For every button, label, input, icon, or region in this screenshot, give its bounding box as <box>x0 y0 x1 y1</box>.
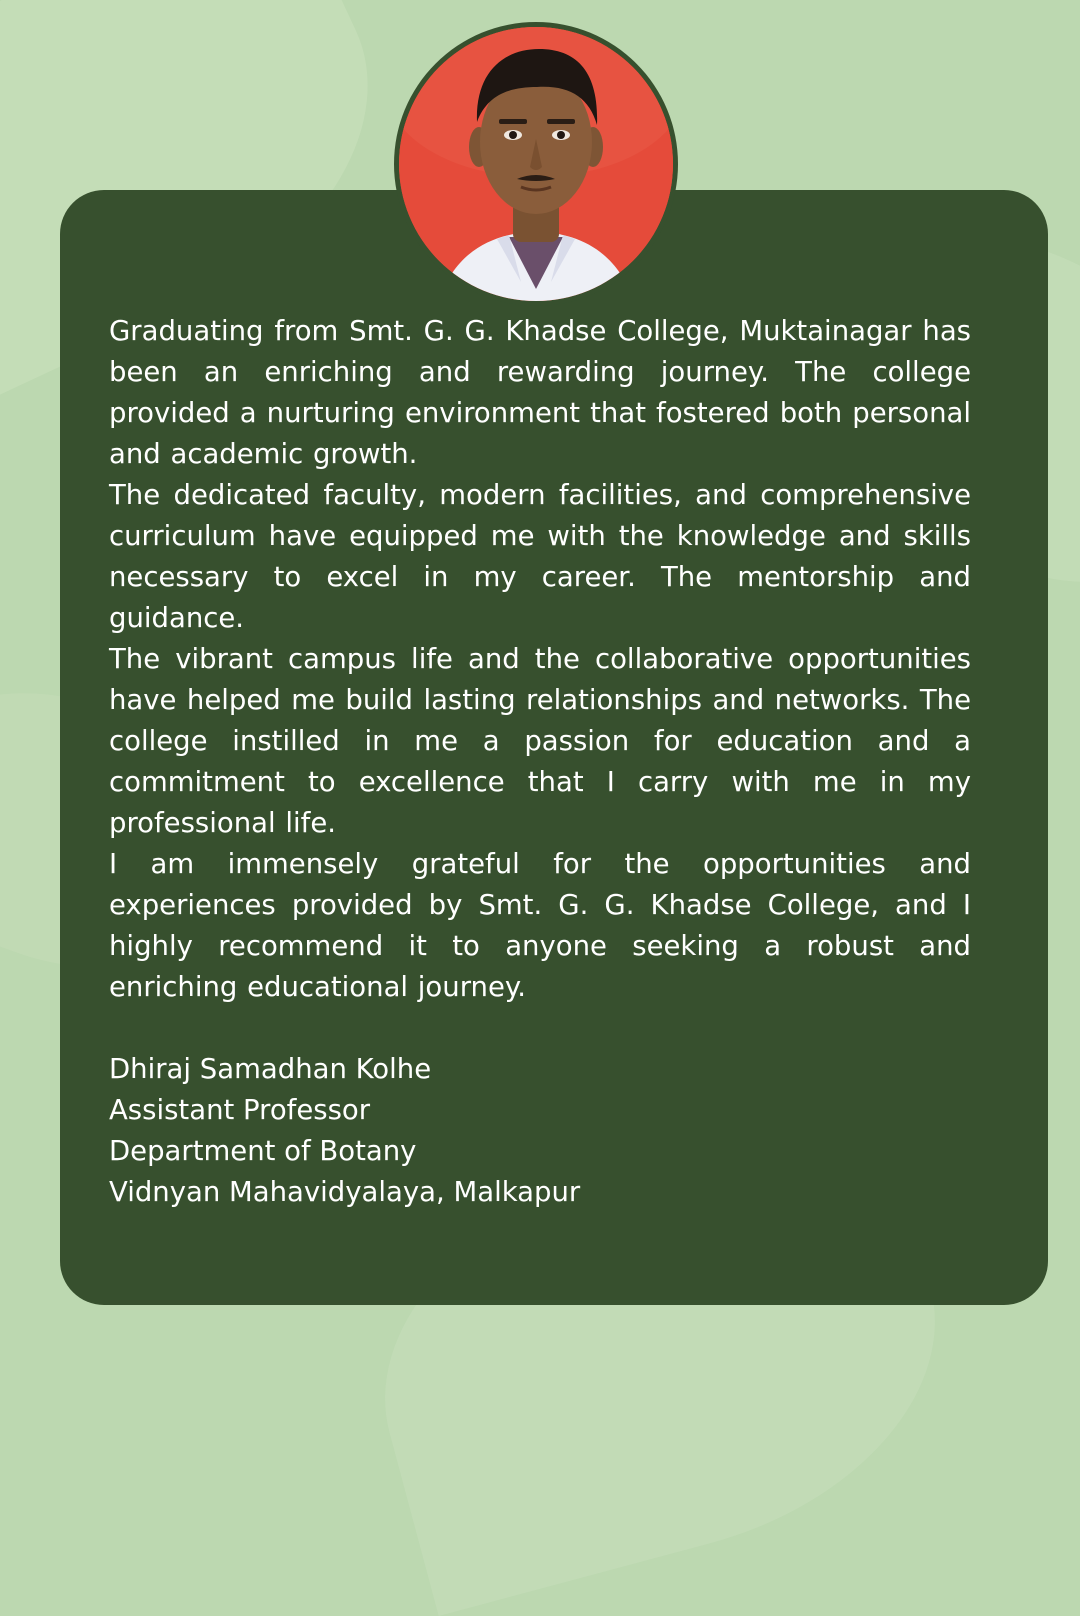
avatar <box>394 22 678 306</box>
author-name: Dhiraj Samadhan Kolhe <box>109 1053 432 1085</box>
portrait-photo-icon <box>399 27 673 301</box>
testimonial-paragraph: Graduating from Smt. G. G. Khadse College, Muktainagar has been an enriching and rewarding journey. The college provided a nurturing environment that fostered both personal and academic growth. <box>109 315 971 470</box>
author-designation: Assistant Professor <box>109 1094 371 1126</box>
testimonial-paragraph: The vibrant campus life and the collaborative opportunities have helped me build lasting relationships and networks. The college instilled in me a passion for education and a commitment to excellence that I carry with me in my professional life. <box>109 643 971 839</box>
portrait-photo <box>399 27 673 301</box>
author-department: Department of Botany <box>109 1135 417 1167</box>
signature-block <box>109 1049 971 1213</box>
testimonial-paragraph: The dedicated faculty, modern facilities, and comprehensive curriculum have equipped me with the knowledge and skills necessary to excel in my career. The mentorship and guidance. <box>109 479 971 634</box>
testimonial-text <box>109 311 971 1213</box>
author-institution: Vidnyan Mahavidyalaya, Malkapur <box>109 1176 581 1208</box>
testimonial-paragraph: I am immensely grateful for the opportunities and experiences provided by Smt. G. G. Khadse College, and I highly recommend it to anyone seeking a robust and enriching educational journey. <box>109 848 971 1003</box>
